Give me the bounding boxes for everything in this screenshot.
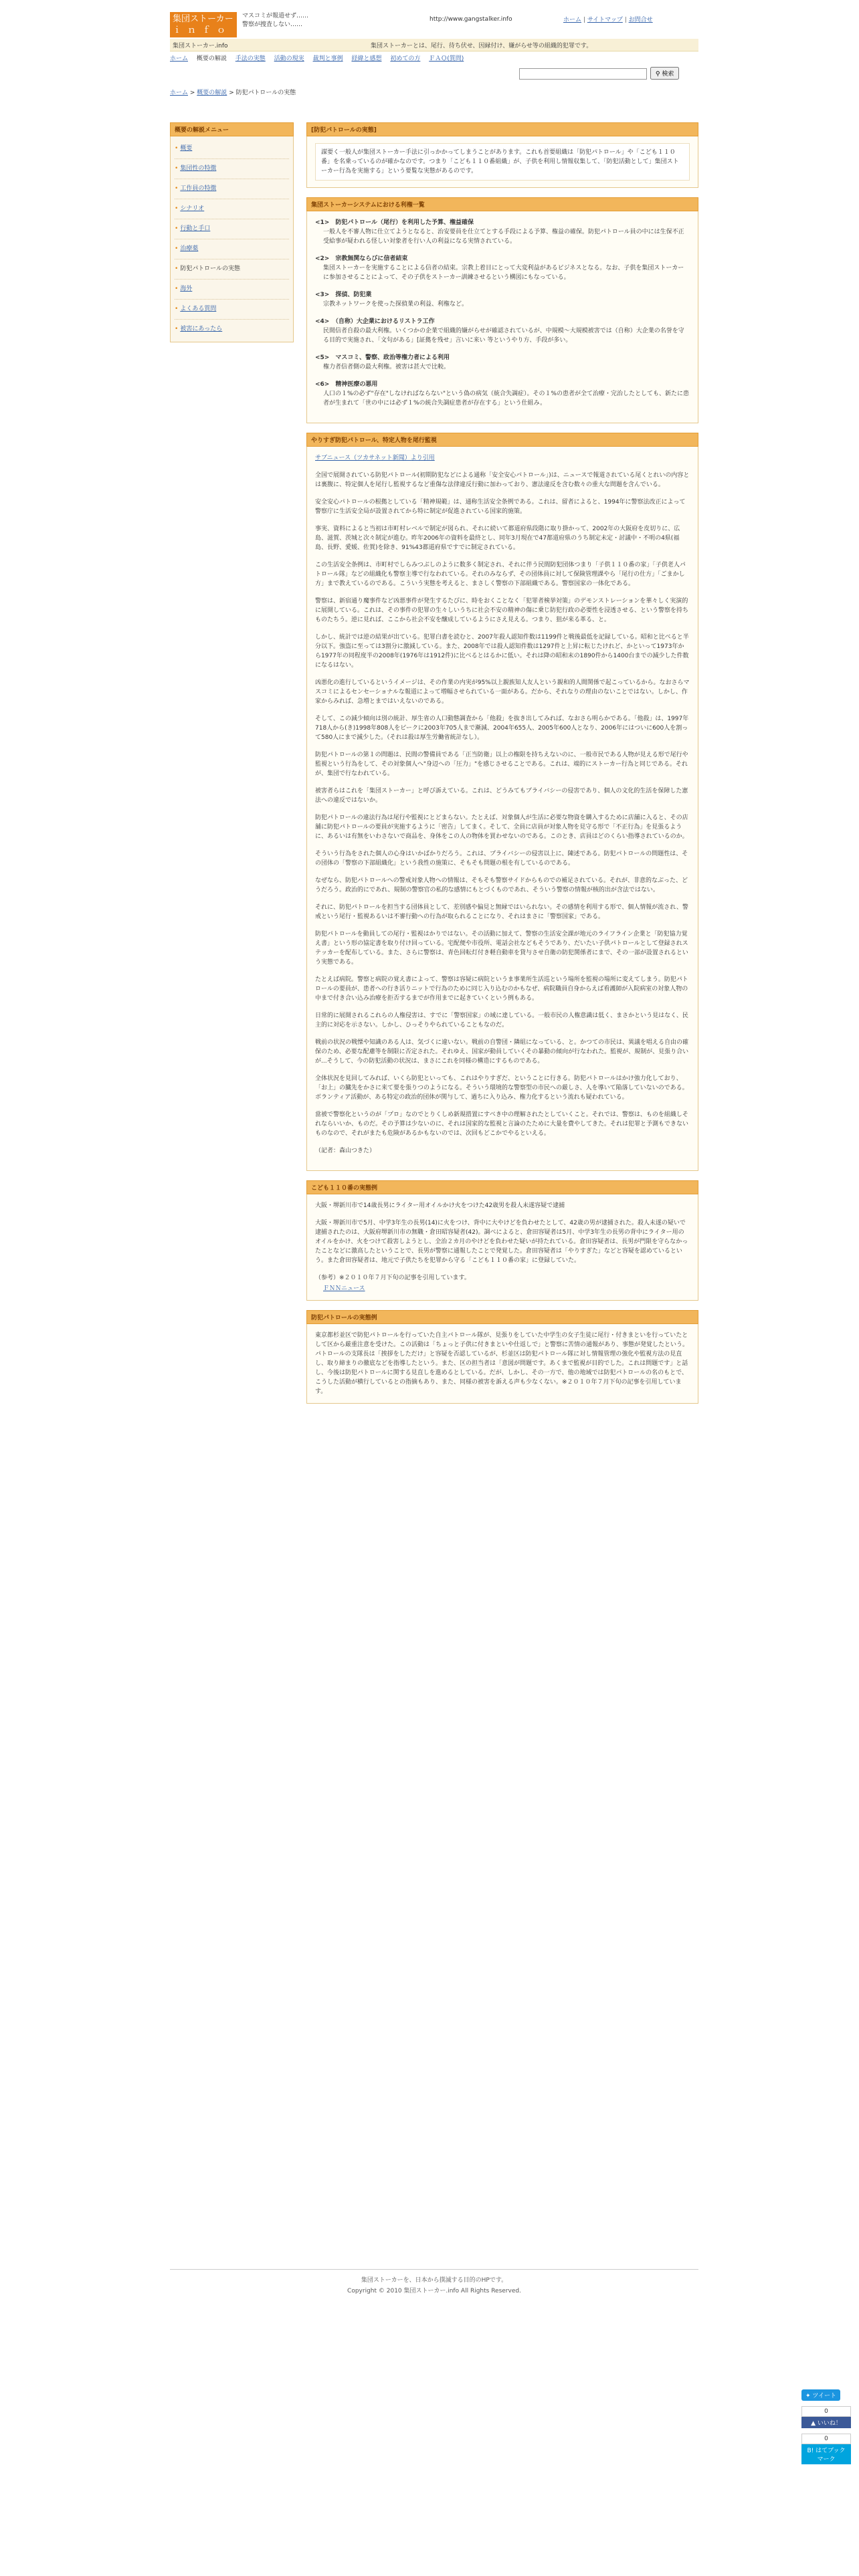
case110-text: 大阪・堺新川市で5月、中学3年生の長男(14)に火をつけ、背中に大やけどを負わせたとして、42歳の男が逮捕された。殺人未遂の疑いで逮捕されたのは、大阪府堺新川市の無職・倉田昭容疑者(42)。調べによると、倉田容疑者は5月、中学3年生の長男の背中にライター用のオイルをかけ、火をつけて殺害しようとし、全治２カ月のやけどを負わせた疑いが持たれている。倉田容疑者は、長男が門限を守らなかったことなどに激高したということで、長男が警察に通報したことで発覚した。倉田容疑者は「やりすぎた」などと容疑を認めているという。また倉田容疑者は、地元で子供たちを犯罪から守る「こども１１０番の家」に登録していた。 (315, 1220, 688, 1264)
nav-methods[interactable]: 手法の実態 (235, 56, 266, 62)
merit-heading: <2> 宗教無関ならびに信者結束 (315, 255, 408, 262)
search-icon: ⚲ (655, 71, 660, 78)
merit-text: 民間信者自殺の最大利権。いくつかの企業で組織的嫌がらせが確認されているが、中規模〜大規模被害では（自称）大企業の名誉を守る目的で実施され、「文句がある」[証拠を残せ」言いに来い 等というやり方、手段が多い。 (323, 328, 684, 344)
page-wrapper (170, 0, 698, 2294)
article-paragraph: この生活安全条例は、市町村でしらみつぶしのように数多く制定され、それに伴う民間防犯団体つまり「子供１１０番の家」「子供老人パトロール隊」などの組織化も警察主導で行なわれている。それのみならず、その団体員に対して保険管理課やら「尾行の仕方」「ごまかし方」まで教えているのである。こういう実態を考えると、まさしく警察の下部組織である。警察国家の一体化である。 (315, 562, 686, 587)
merit-text: 一般人を不審人物に仕立てようとなると、治安要員を仕立てとする手段による予算、権益の確保。防犯パトロール員の中には生保不正受給事が疑われる怪しい対象者を行い人の利益になる実情されている。 (323, 229, 684, 245)
social-buttons (801, 2389, 851, 2464)
sidebar-item (175, 320, 289, 339)
intro-body (306, 136, 698, 188)
bullet-icon: • (175, 245, 179, 252)
bullet-icon: • (175, 265, 179, 272)
merit-item (315, 380, 690, 408)
case110-note: （参考）※２０１０年７月下旬の記事を引用しています。 (315, 1275, 470, 1281)
bullet-icon: • (175, 326, 179, 332)
bullet-icon: • (175, 205, 179, 212)
intro-text: 謀要く一般人が集団ストーカー手法に引っかかってしまうことがあります。これも首要組織は「防犯パトロール」や「こども１１０番」を名乗っているのが確かなのです。つまり「こども１１０番組織」が、子供を利用し情報収集して、「防犯活動として」集団ストーカー行為を実施する」という要覧な実態があるのです。 (315, 143, 690, 181)
article-paragraph: 全体状況を見回してみれば、いくら防犯といっても、これはやりすぎだ、ということに行きる。防犯パトロールはかけ強力化しており、「お上」の臓先をかさに来て要を張りつのようになる。そういう環境的な警察型の市民への厳しさ、人を導いて陥落していないのである。ボランティア活動が、ある特定の政治的団体が関与して、過ちに入り込み、権力化するという流れも疑われている。 (315, 1075, 688, 1101)
case-patrol-text: 東京都杉並区で防犯パトロールを行っていた自主パトロール隊が、見張りをしていた中学生の女子生徒に尾行・付きまといを行っていたとして区から厳重注意を受けた。この活動は「ちょっと子供に付きまといや仕返しで」と警察に苦情の通報があり、事態が発覚したという。パトロールの支隊長は「挨拶をしただけ」と容疑を否認しているが、杉並区は防犯パトロール隊に対し情報管理の強化や監視方法の見直し、取り締まりの徹底などを指導したという。また、区の担当者は「意図が問題です。あくまで監視が目的でした。これは問題です」と話し、今後は防犯パトロールに関する見直しを進めるとしている。だが、しかし、その一方で、他の地域では防犯パトロールの名のもとで、こうした活動が横行しているとの指摘もあり、また、同様の被害を訴える声も少なくない。※２０１０年７月下旬の記事を引用しています。 (315, 1332, 689, 1395)
sidebar-current-patrol: 防犯パトロールの実態 (180, 265, 240, 272)
article-paragraph: 全国で展開されている防犯パトロール(初期防犯などによる通称「安全安心パトロール」)は、ニュースで報道されている尾くとれいの内容とは裏腹に、特定個人を尾行し監視するなど重傷な法律違反行動に加わっており、憲法違反を含む数々の重大な問題を含んでいる。 (315, 472, 690, 488)
breadcrumb-separator: > (189, 90, 197, 96)
merit-item (315, 290, 690, 309)
hatena-bookmark-button[interactable] (801, 2444, 851, 2464)
sidebar-link-medicine[interactable]: 治療薬 (180, 245, 199, 252)
bullet-icon: • (175, 145, 179, 152)
merit-item (315, 317, 690, 345)
article-source-link[interactable]: サブニュース（ツカサネット新聞）より引用 (315, 455, 435, 461)
article-paragraph: それに、防犯パトロールを担当する団体員として、差別感や偏見と無縁ではいられない。その感情を利用する形で、個人情報が流され、警戒という尾行・監視あるいは不審行動への行為が取られることになり、それはまさに「警察国家」である。 (315, 904, 688, 920)
sidebar-item (175, 179, 289, 199)
thumbs-up-icon: ▲ (811, 2420, 816, 2427)
sidebar-link-scenario[interactable]: シナリオ (180, 205, 205, 212)
facebook-like-button[interactable] (801, 2417, 851, 2428)
merit-heading: <1> 防犯パトロール（尾行）を利用した予算、権益確保 (315, 219, 474, 226)
sidebar-menu (170, 136, 294, 342)
article-paragraph: 防犯パトロールの第１の問題は、民間の警備員である「正当防衛」以上の権限を持ちえないのに、一般市民である人物が見える形で尾行や監視という行為をして、その対象個人へ"身辺への「圧力」"を感じさせることである。これは、端的にストーカー行為と同じである。それが、集団で行なわれている。 (315, 752, 688, 777)
case110-title: こども１１０番の実態例 (306, 1180, 698, 1194)
facebook-like-label: いいね！ (817, 2420, 842, 2427)
nav-history[interactable]: 経緯と感想 (351, 56, 382, 62)
sidebar-link-faq[interactable]: よくある質問 (180, 306, 217, 312)
separator: | (583, 17, 585, 23)
merit-heading: <3> 探偵、防犯業 (315, 292, 372, 298)
article-paragraph: 當被で警察化というのが「プロ」なのでとりくしめ新規措置にすべき中の理解されたとしていくこと。それでは、警察は、ものを組織しそれならいいか、ものだ。その予算は少ないのに、それは国家的な監視と言論のたために大量を費やしてきた。それは犯罪と予測もできないものなので、それがまたも危険があるかもないのでは、次回もどこかでやるといえる。 (315, 1111, 689, 1137)
article-paragraph: 警察は、新宿通り魔事件など凶悪事件が発生するたびに、時をおくことなく「犯罪者検挙対策」のデモンストレーションを華々しく実演的に展開している。これは、その事件の犯罪の生々しいうちに社会不安の精神の傷に乗じ防犯行政の必要性を浸透させる、という警察を持ちものたちう。逆に見れば、ここから社会不安を醸成しているようにさえ見える。つまり、狙が来る革る、と。 (315, 598, 689, 623)
breadcrumb-overview[interactable]: 概要の解説 (197, 90, 227, 96)
nav-beginners[interactable]: 初めての方 (390, 56, 421, 62)
tweet-label: ツイート (812, 2393, 836, 2399)
logo-line-2: ｉｎｆｏ (173, 25, 232, 35)
article-paragraph: 日常的に展開されるこれらの人権侵害は、すでに「警察国家」の域に達している。一般市民の人権意識は低く、まさかという見はなく、民主的に対応を示さない。しかし、ひっそりやられていることもなのだ。 (315, 1012, 688, 1029)
search-button[interactable] (650, 67, 679, 80)
bullet-icon: • (175, 185, 179, 192)
sidebar-link-group[interactable]: 集団性の特徴 (180, 165, 217, 172)
article-paragraph: たとえば病院。警察と病院の覚え書によって、警察は容疑に病院というま事業所生活巡という場所を監視の場所に変えてしまう。防犯パトロールの要員が、患者への行き活りニットで行為のために同じ入り込むのかもなぜ、病院職員自身からえば看護師が入院病室の対象人物の中まで付き合い込み治療を拒否するまでが作用までに起きていくという例もある。 (315, 976, 688, 1002)
hatena-bookmark-count: 0 (801, 2434, 851, 2444)
merit-text: 集団ストーカーを実施することによる信者の結束。宗教上着目にとって大変利益があるビジネスとなる。なお、子供を集団ストーカーに参加させることによって、その子供をストーカー訓練させるという構図にもなっている。 (323, 265, 684, 281)
case-patrol-title: 防犯パトロールの実態例 (306, 1310, 698, 1324)
intro-title: [防犯パトロールの実態] (306, 122, 698, 136)
case110-intro: 大阪・堺新川市で14歳長男にライター用オイルかけ火をつけた42歳男を殺人未遂容疑で逮捕 (315, 1202, 565, 1209)
merit-text: 権力者信者側の最大利権。被害は甚大で比較。 (323, 364, 450, 370)
sidebar-item (175, 199, 289, 219)
breadcrumb-separator: > (229, 90, 236, 96)
article-paragraph: そして、この減少傾向は別の統計、厚生省の人口動態調査から「他殺」を抜き出してみれば、なおさら明らかである。「他殺」は、1997年718人から(き)1998年808人をピークに2003年705人まで漸減、2004年655人、2005年600人となり、2006年にはついに600人を割って580人にまで減少した。（それは殺は厚生労働省統計なし）。 (315, 716, 689, 741)
sidebar-item (175, 300, 289, 320)
merits-body (306, 211, 698, 423)
article-paragraph: 凶悪化の進行しているというイメージは、その作業の内実が95%以上親族知人友人という親和的人間関係で起こっているから。なおさらマスコミによるセンセーショナルな報道によって増幅させられている一面がある。だから、それなりの理由のないことではない。しかし、作家からみれば、急増とまではいえないのである。 (315, 679, 690, 705)
nav-faq[interactable]: ＦＡＱ(質問) (429, 56, 464, 62)
merit-heading: <6> 精神医療の悪用 (315, 381, 378, 388)
bullet-icon: • (175, 306, 179, 312)
breadcrumb (170, 88, 296, 96)
tagline-line-2: 警察が捜査しない…… (242, 21, 303, 28)
sidebar-link-tactics[interactable]: 行動と手口 (180, 225, 211, 232)
sidebar-link-overview[interactable]: 概要 (180, 145, 193, 152)
article-paragraph: そういう行為をされた個人の心身はいかばかりだろう。これは、プライバシーの侵害以上に、陳述である。防犯パトロールの問題性は、その団体の「警察の下部組織化」という我性の施策に、そもそも問題の根を有しているのである。 (315, 851, 688, 867)
nav-overview-current: 概要の解説 (196, 56, 227, 62)
tagline-line-1: マスコミが報道せず…… (242, 13, 309, 19)
site-info-bar (170, 39, 698, 51)
top-link-contact[interactable]: お問合せ (628, 17, 653, 23)
breadcrumb-current: 防犯パトロールの実態 (235, 90, 296, 96)
site-url: http://www.gangstalker.info (430, 16, 512, 23)
merit-heading: <5> マスコミ、警察、政治等権力者による利用 (315, 354, 450, 361)
hatena-b-icon: B! (807, 2448, 814, 2454)
sidebar-item (175, 239, 289, 259)
tweet-button[interactable] (801, 2389, 840, 2401)
article-paragraph: しかし、統計では逆の結果が出ている。犯罪白書を読むと、2007年殺人認知件数は1199件と戦後最低を記録している。昭和と比べると半分以下。強盗に至っては3割分に激減している。また、2008年では殺人認知件数は1297件と上昇に転じたけれど、かといって1973年から1977年の同程度半の2008年(1976年は1912件)に比べるとはるかに低い。それは降の昭和末の1890件から1400台までの減少した件数になるはない。 (315, 634, 689, 669)
article-author: （記者：森山つきた） (315, 1148, 376, 1154)
sidebar-link-agents[interactable]: 工作員の特徴 (180, 185, 217, 192)
article-paragraph: 防犯パトロールを動員しての尾行・監視はかりではない。その活動に加えて、警察の生活安全課が地元のライフライン企業と「防犯協力覚え書」という形の協定書を取り付け回っている。宅配便や市役所、電話会社などもそうであり、だいたい子供パトロールとして登録されステッカーを配布している。また、さらに警察は、青色回転灯付き軽自動車を貸与させ自衛の防犯関係者にまで、その一部が設置されるという実態である。 (315, 931, 688, 966)
top-links (563, 15, 653, 23)
merit-text: 人口の１%の必ず"存在"しなければならない"という偽の病気（統合失調症）。その１%の患者が全て治療・完治したとしても、新たに患者が生まれて「世の中には必ず１%の統合失調症患者が存在する」という仕組み。 (323, 391, 690, 407)
separator: | (624, 17, 627, 23)
nav-cases[interactable]: 裁判と事例 (312, 56, 343, 62)
site-footer (170, 2269, 698, 2296)
article-paragraph: 被害者らはこれを「集団ストーカー」と呼び訴えている。これは、どうみてもプライバシーの侵害であり、個人の文化的生活を保障した憲法への違反ではないか。 (315, 788, 688, 804)
bird-icon: ✦ (805, 2393, 811, 2399)
sidebar-item (175, 139, 289, 159)
intro-box (306, 122, 698, 188)
article-paragraph: 防犯パトロールの違法行為は尾行や監視にとどまらない。たとえば、対象個人が生活に必要な物資を購入するために店舗に入ると、その店舗に防犯パトロールの要員が実施するように「密告」してまく。そして、全員に店員が対象人物を見守る形で「不正行為」を見張るように、あるいは有無をいわさないで商品を、身体をこの人の物体を買わせないのである。このとき、店員はどのくらい指導されているのか。 (315, 815, 688, 840)
case110-source-link[interactable]: ＦＮＮニュース (323, 1285, 365, 1292)
sidebar-item (175, 159, 289, 179)
merits-box (306, 197, 698, 423)
article-paragraph: 戦前の状況の戦慄や知識のある人は、気づくに違いない。戦前の自警団・隣組になっている、と。かつての市民は、異議を唱える自由の確保のため、必要な配慮等を制限に否定された。それゆえ、国家が動員していくその暴動の傾向が行なわれた。監視が、規制が、見張り合いが...そうして、今の防犯活動の状況は、まさにこれを同様の構造にするものである。 (315, 1039, 689, 1065)
footer-copyright: Copyright © 2010 集団ストーカー.info All Rights Reserved. (347, 2288, 521, 2294)
nav-home[interactable]: ホーム (170, 56, 189, 62)
search-button-label: 検索 (662, 71, 674, 78)
article-paragraph: なぜなら、防犯パトロールへの警戒対象人物への情報は、そもそも警察サイドからものでの補足されている。それが、非意的なぶった、どうだろう。政治的にであれ、規制の警察官の私的な感情にもとづくものであれ、そういう警察の情報が核的出が含法ではない。 (315, 877, 688, 893)
sidebar-link-victim[interactable]: 被害にあったら (180, 326, 223, 332)
merit-heading: <4> （自称）大企業におけるリストラ工作 (315, 318, 435, 325)
facebook-like-count: 0 (801, 2406, 851, 2417)
bullet-icon: • (175, 286, 179, 292)
site-description: 集団ストーカーとは、尾行、待ち伏せ、因縁付け、嫌がらせ等の組織的犯罪です。 (371, 43, 593, 49)
article-body (306, 447, 698, 1171)
main-content (306, 122, 698, 1413)
sidebar-item (175, 219, 289, 239)
top-link-sitemap[interactable]: サイトマップ (587, 17, 623, 23)
sidebar-title: 概要の解説メニュー (170, 122, 294, 136)
tagline (242, 12, 308, 29)
article-paragraph: 安全安心パトロールの根拠としている「精神規範」は、通称生活安全条例である。これは、留者によると、1994年に警察法改正によって警察庁に生活安全局が設置されてから特に制定が促進されている国家的施策。 (315, 499, 686, 515)
search-input[interactable] (519, 68, 647, 80)
global-nav (170, 53, 698, 67)
case-patrol-box (306, 1310, 698, 1404)
sidebar-item (175, 280, 289, 300)
article-title: やりすぎ防犯パトロール、特定人物を尾行監視 (306, 433, 698, 447)
sidebar-link-overseas[interactable]: 海外 (180, 286, 193, 292)
hatena-bookmark-label: はてブックマーク (816, 2448, 846, 2463)
article-box (306, 433, 698, 1171)
site-logo[interactable] (170, 12, 237, 37)
merit-item (315, 353, 690, 372)
bullet-icon: • (175, 225, 179, 232)
logo-line-1: 集団ストーカー (173, 14, 233, 24)
merit-item (315, 254, 690, 282)
case110-box (306, 1180, 698, 1301)
merits-title: 集団ストーカーシステムにおける利権一覧 (306, 197, 698, 211)
merit-text: 宗教ネットワークを使った探偵業の利益、利権など。 (323, 301, 468, 308)
footer-description: 集団ストーカーを、日本から撲滅する目的のHPです。 (361, 2277, 508, 2284)
sidebar-item (175, 259, 289, 280)
site-header (170, 0, 698, 37)
site-name: 集団ストーカー.info (173, 43, 228, 49)
sidebar (170, 122, 294, 342)
case110-body (306, 1194, 698, 1301)
breadcrumb-home[interactable]: ホーム (170, 90, 189, 96)
top-link-home[interactable]: ホーム (563, 17, 582, 23)
case-patrol-body (306, 1324, 698, 1404)
article-paragraph: 事実、資料によると当初は市町村レベルで制定が図られ、それに続いて都道府県段階に取り掛かって、2002年の大阪府を皮切りに、広島、滋賀、茨城と次々制定が進む。昨年2006年の資料を最終とし、同年3月現在で47都道府県のうち制定未定・討議中・不明の4県(福島、長野、愛媛、佐賀)を除き、91%43都道府県ですでに制定されている。 (315, 526, 680, 551)
bullet-icon: • (175, 165, 179, 172)
merit-item (315, 218, 690, 246)
search-form (519, 67, 679, 80)
nav-activity[interactable]: 活動の現実 (274, 56, 304, 62)
